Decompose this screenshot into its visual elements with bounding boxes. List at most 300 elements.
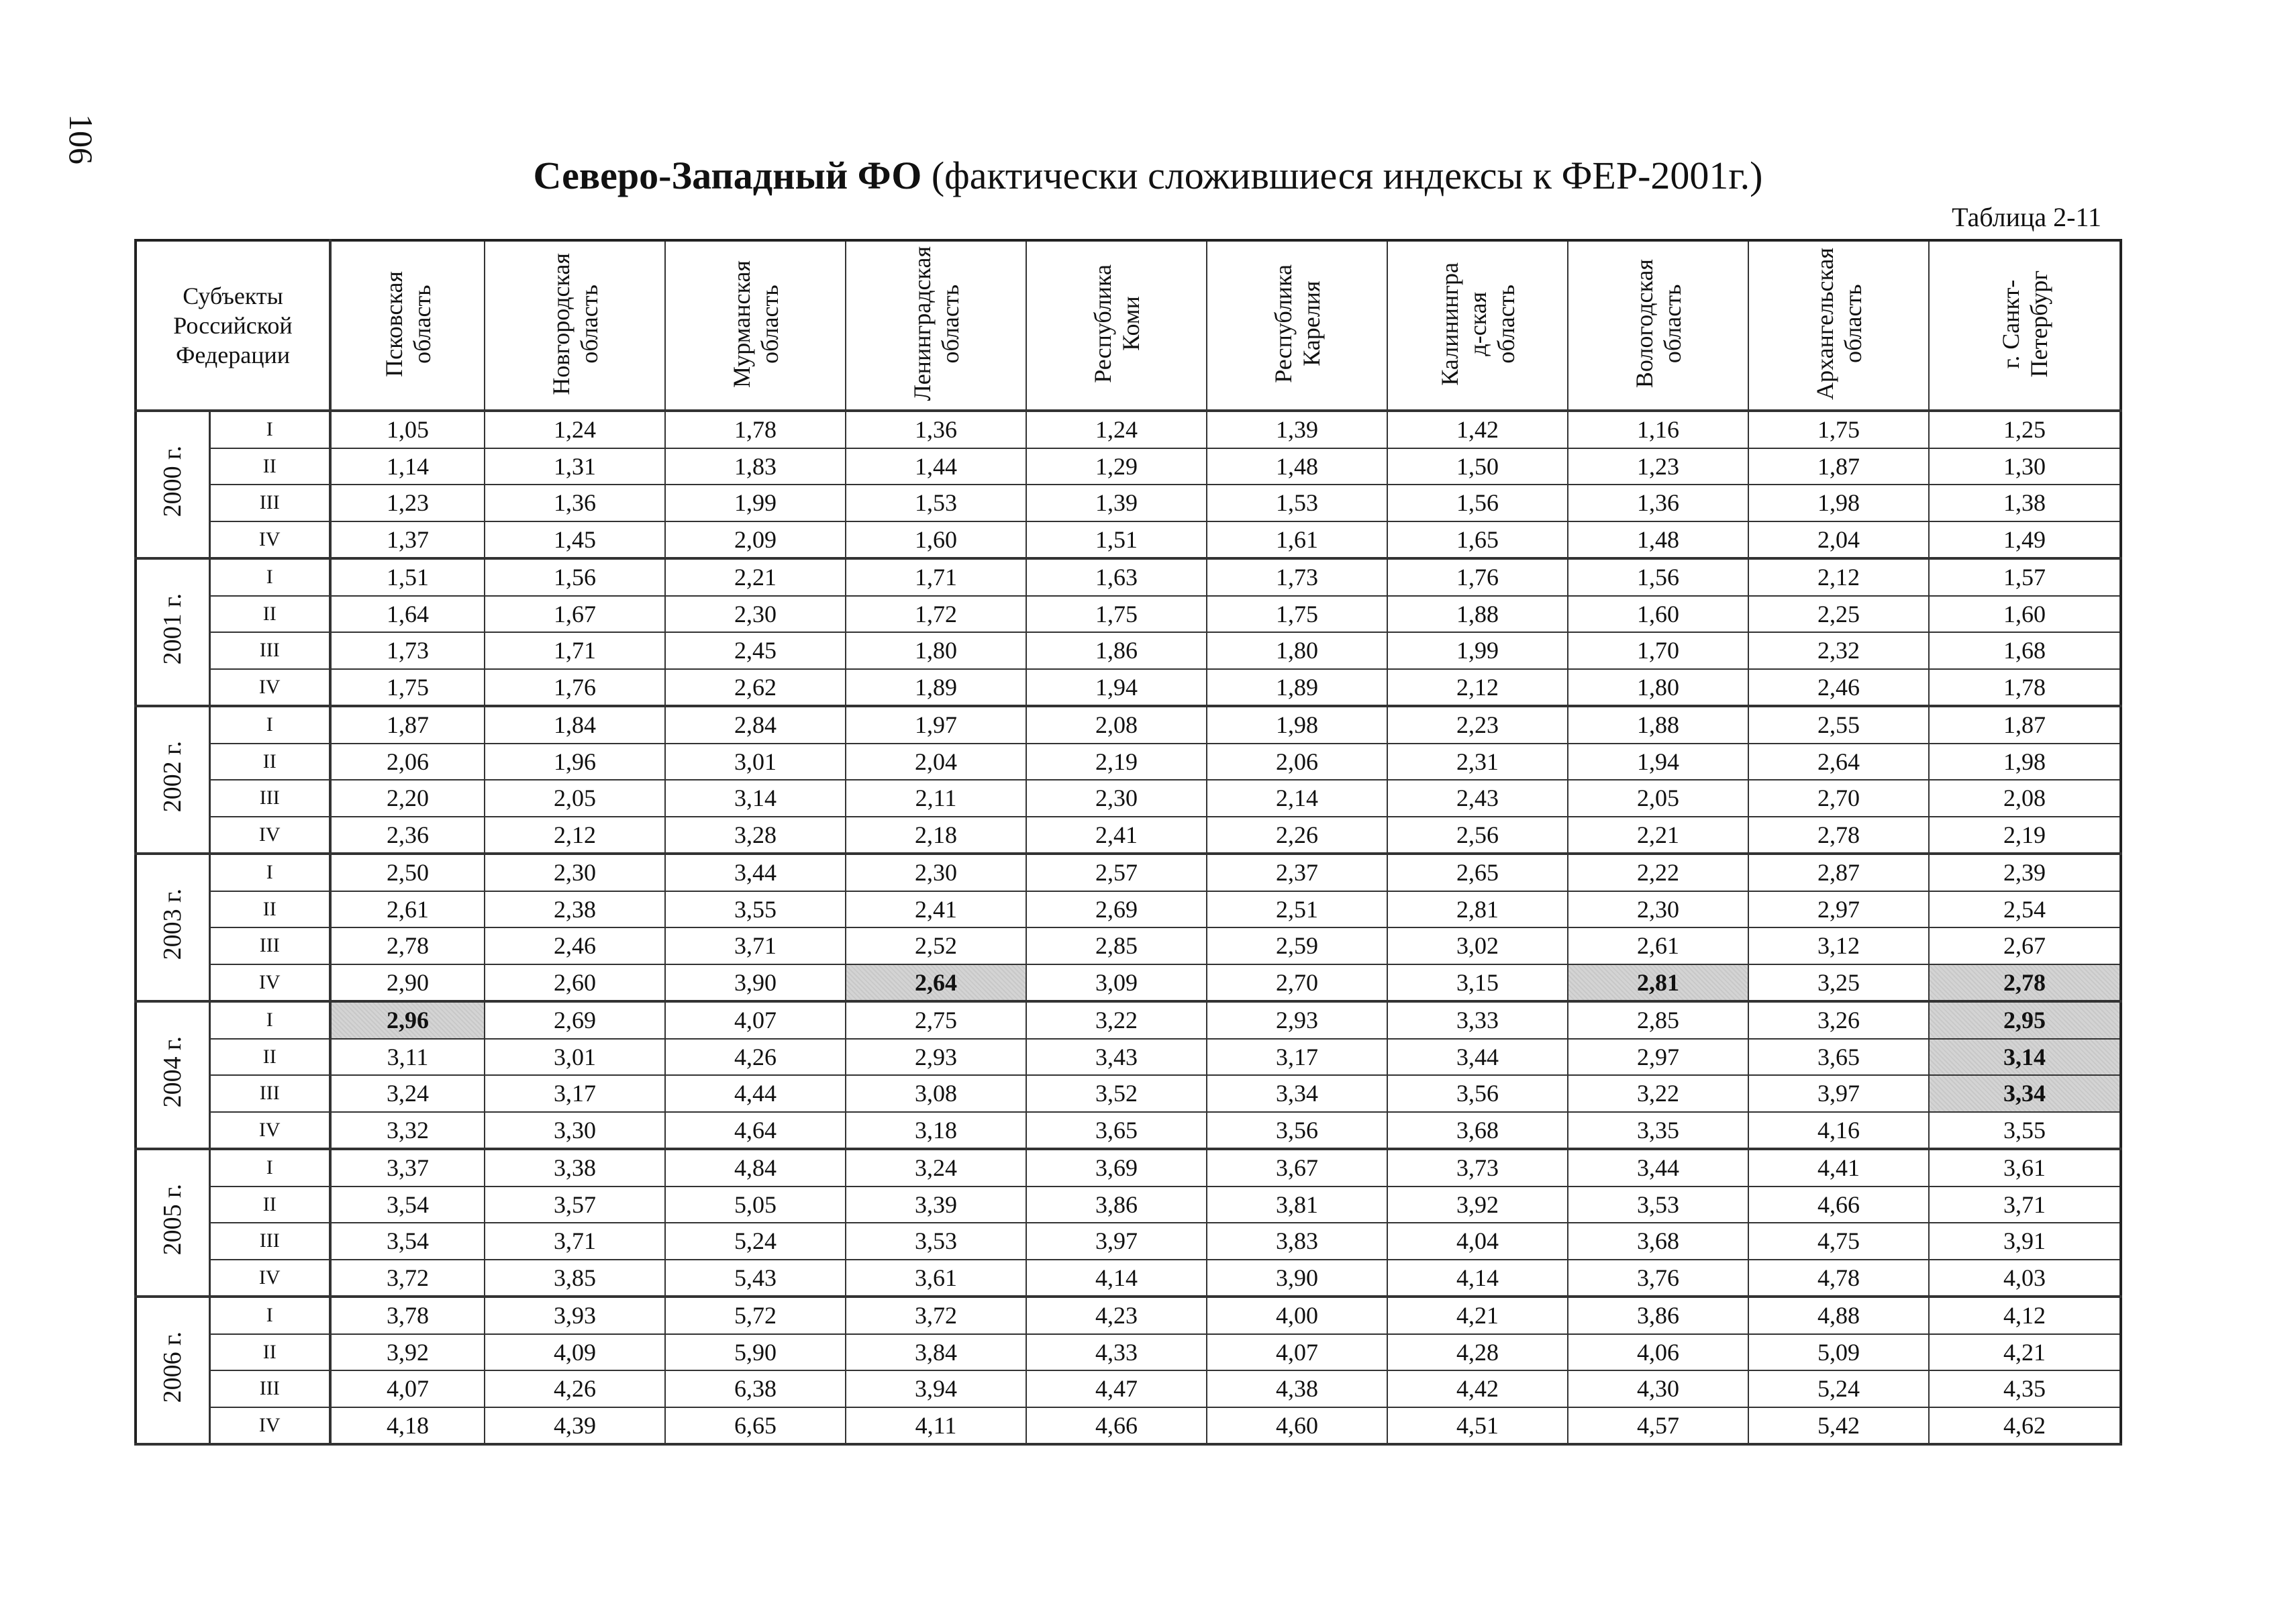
index-value: 2,64 [1748, 744, 1929, 780]
index-value: 2,95 [1929, 1001, 2121, 1039]
index-value: 2,30 [1568, 891, 1748, 928]
index-value: 1,68 [1929, 632, 2121, 669]
index-value: 4,47 [1026, 1370, 1207, 1407]
index-value: 1,25 [1929, 411, 2121, 448]
index-value: 3,76 [1568, 1260, 1748, 1297]
index-value: 3,17 [1207, 1039, 1387, 1076]
index-value: 3,71 [665, 927, 846, 964]
table-row [136, 1001, 2121, 1039]
index-value: 5,09 [1748, 1334, 1929, 1371]
table-label: Таблица 2-11 [1952, 202, 2101, 232]
index-value: 3,15 [1387, 964, 1568, 1002]
index-value: 3,86 [1026, 1187, 1207, 1223]
index-value: 1,53 [1207, 485, 1387, 521]
index-value: 4,41 [1748, 1149, 1929, 1187]
index-value: 4,07 [1207, 1334, 1387, 1371]
quarter-label: III [209, 1370, 330, 1407]
table-row [136, 411, 2121, 448]
index-value: 1,94 [1568, 744, 1748, 780]
index-value: 3,78 [330, 1297, 485, 1334]
index-value: 2,55 [1748, 706, 1929, 744]
index-value: 1,30 [1929, 448, 2121, 485]
region-header-label: Ленинградская область [908, 246, 964, 401]
index-value: 1,78 [1929, 669, 2121, 707]
index-value: 3,02 [1387, 927, 1568, 964]
index-value: 2,81 [1568, 964, 1748, 1002]
table-row [136, 817, 2121, 854]
quarter-label: III [209, 780, 330, 817]
quarter-label: I [209, 854, 330, 891]
index-value: 2,11 [846, 780, 1026, 817]
index-value: 1,51 [1026, 521, 1207, 559]
index-value: 4,06 [1568, 1334, 1748, 1371]
index-value: 1,96 [485, 744, 665, 780]
index-value: 2,61 [330, 891, 485, 928]
index-value: 2,12 [1387, 669, 1568, 707]
index-value: 2,41 [846, 891, 1026, 928]
index-value: 1,78 [665, 411, 846, 448]
table-row [136, 1407, 2121, 1445]
index-value: 2,93 [1207, 1001, 1387, 1039]
index-value: 2,12 [1748, 558, 1929, 596]
quarter-label: II [209, 1334, 330, 1371]
table-row [136, 1297, 2121, 1334]
index-value: 1,88 [1387, 596, 1568, 633]
index-value: 4,35 [1929, 1370, 2121, 1407]
table-row [136, 558, 2121, 596]
index-value: 3,01 [665, 744, 846, 780]
region-header-label: Вологодская область [1630, 259, 1686, 389]
index-value: 4,09 [485, 1334, 665, 1371]
index-value: 2,38 [485, 891, 665, 928]
index-value: 1,05 [330, 411, 485, 448]
quarter-label: III [209, 1223, 330, 1260]
index-value: 3,91 [1929, 1223, 2121, 1260]
index-value: 3,94 [846, 1370, 1026, 1407]
quarter-label: II [209, 448, 330, 485]
quarter-label: IV [209, 1407, 330, 1445]
index-value: 3,56 [1387, 1075, 1568, 1112]
index-value: 2,85 [1568, 1001, 1748, 1039]
quarter-label: II [209, 744, 330, 780]
index-value: 2,04 [1748, 521, 1929, 559]
region-header [665, 240, 846, 411]
quarter-label: IV [209, 817, 330, 854]
quarter-label: III [209, 1075, 330, 1112]
year-label: 2005 г. [158, 1184, 187, 1256]
quarter-label: IV [209, 1260, 330, 1297]
index-value: 2,51 [1207, 891, 1387, 928]
index-value: 2,30 [1026, 780, 1207, 817]
table-row [136, 1334, 2121, 1371]
index-value: 1,72 [846, 596, 1026, 633]
region-header [1387, 240, 1568, 411]
index-value: 1,70 [1568, 632, 1748, 669]
index-value: 2,22 [1568, 854, 1748, 891]
index-value: 3,44 [1568, 1149, 1748, 1187]
index-value: 2,84 [665, 706, 846, 744]
index-value: 2,75 [846, 1001, 1026, 1039]
index-value: 1,24 [485, 411, 665, 448]
index-value: 1,73 [1207, 558, 1387, 596]
quarter-label: III [209, 485, 330, 521]
index-value: 6,65 [665, 1407, 846, 1445]
index-value: 1,31 [485, 448, 665, 485]
index-value: 2,14 [1207, 780, 1387, 817]
index-value: 3,24 [846, 1149, 1026, 1187]
page-title [0, 153, 2296, 198]
index-value: 2,26 [1207, 817, 1387, 854]
index-value: 4,75 [1748, 1223, 1929, 1260]
index-value: 2,31 [1387, 744, 1568, 780]
index-value: 1,89 [846, 669, 1026, 707]
index-value: 4,28 [1387, 1334, 1568, 1371]
index-value: 1,37 [330, 521, 485, 559]
region-header [1929, 240, 2121, 411]
index-value: 2,96 [330, 1001, 485, 1039]
index-value: 1,65 [1387, 521, 1568, 559]
index-value: 3,24 [330, 1075, 485, 1112]
index-value: 3,68 [1568, 1223, 1748, 1260]
index-value: 2,57 [1026, 854, 1207, 891]
index-value: 1,84 [485, 706, 665, 744]
index-value: 3,72 [846, 1297, 1026, 1334]
region-header-label: г. Санкт- Петербург [1997, 270, 2052, 378]
index-value: 1,98 [1207, 706, 1387, 744]
index-value: 4,30 [1568, 1370, 1748, 1407]
title-region: Северо-Западный ФО [533, 154, 922, 197]
index-value: 3,69 [1026, 1149, 1207, 1187]
index-value: 3,56 [1207, 1112, 1387, 1150]
index-value: 4,23 [1026, 1297, 1207, 1334]
year-label: 2006 г. [158, 1331, 187, 1403]
table-row [136, 1260, 2121, 1297]
index-value: 2,09 [665, 521, 846, 559]
index-value: 1,86 [1026, 632, 1207, 669]
index-value: 4,88 [1748, 1297, 1929, 1334]
index-value: 4,39 [485, 1407, 665, 1445]
index-value: 2,69 [485, 1001, 665, 1039]
year-label: 2002 г. [158, 741, 187, 813]
year-label-cell [136, 411, 209, 558]
index-value: 3,14 [665, 780, 846, 817]
index-value: 1,45 [485, 521, 665, 559]
region-header-label: Архангельская область [1811, 248, 1866, 400]
index-value: 3,85 [485, 1260, 665, 1297]
index-value: 1,80 [1207, 632, 1387, 669]
index-value: 1,89 [1207, 669, 1387, 707]
index-value: 2,36 [330, 817, 485, 854]
index-value: 3,67 [1207, 1149, 1387, 1187]
table-row [136, 632, 2121, 669]
year-label-cell [136, 1001, 209, 1149]
index-value: 1,38 [1929, 485, 2121, 521]
index-value: 2,85 [1026, 927, 1207, 964]
index-value: 2,21 [1568, 817, 1748, 854]
index-value: 4,26 [665, 1039, 846, 1076]
index-value: 5,24 [1748, 1370, 1929, 1407]
index-value: 4,21 [1387, 1297, 1568, 1334]
index-value: 2,97 [1568, 1039, 1748, 1076]
index-value: 1,49 [1929, 521, 2121, 559]
index-value: 3,90 [1207, 1260, 1387, 1297]
index-value: 1,23 [1568, 448, 1748, 485]
index-value: 2,54 [1929, 891, 2121, 928]
table-row [136, 891, 2121, 928]
index-value: 2,65 [1387, 854, 1568, 891]
index-value: 3,97 [1026, 1223, 1207, 1260]
index-value: 1,80 [846, 632, 1026, 669]
index-value: 4,78 [1748, 1260, 1929, 1297]
table-row [136, 1223, 2121, 1260]
index-value: 3,83 [1207, 1223, 1387, 1260]
quarter-label: II [209, 1187, 330, 1223]
index-value: 4,62 [1929, 1407, 2121, 1445]
index-value: 1,60 [1568, 596, 1748, 633]
index-value: 2,21 [665, 558, 846, 596]
index-value: 1,56 [1568, 558, 1748, 596]
index-value: 3,55 [1929, 1112, 2121, 1150]
index-value: 2,41 [1026, 817, 1207, 854]
index-value: 2,05 [1568, 780, 1748, 817]
index-value: 3,17 [485, 1075, 665, 1112]
index-value: 4,42 [1387, 1370, 1568, 1407]
index-value: 1,29 [1026, 448, 1207, 485]
index-value: 2,45 [665, 632, 846, 669]
index-value: 3,53 [1568, 1187, 1748, 1223]
index-value: 2,08 [1026, 706, 1207, 744]
table-row [136, 964, 2121, 1002]
index-value: 4,64 [665, 1112, 846, 1150]
year-label-cell [136, 706, 209, 854]
index-value: 4,38 [1207, 1370, 1387, 1407]
table-row [136, 780, 2121, 817]
table-row [136, 669, 2121, 707]
index-value: 4,14 [1387, 1260, 1568, 1297]
index-value: 3,34 [1207, 1075, 1387, 1112]
table-row [136, 1370, 2121, 1407]
index-value: 2,67 [1929, 927, 2121, 964]
index-value: 3,93 [485, 1297, 665, 1334]
index-value: 2,78 [1929, 964, 2121, 1002]
index-value: 2,39 [1929, 854, 2121, 891]
index-value: 3,34 [1929, 1075, 2121, 1112]
index-value: 1,60 [846, 521, 1026, 559]
region-header-label: Республика Карелия [1269, 264, 1325, 383]
index-value: 3,25 [1748, 964, 1929, 1002]
index-value: 3,39 [846, 1187, 1026, 1223]
index-value: 4,07 [665, 1001, 846, 1039]
year-label-cell [136, 854, 209, 1001]
index-value: 2,97 [1748, 891, 1929, 928]
table-row [136, 744, 2121, 780]
index-value: 2,87 [1748, 854, 1929, 891]
index-value: 1,87 [330, 706, 485, 744]
quarter-label: I [209, 1001, 330, 1039]
table-row [136, 1075, 2121, 1112]
index-value: 4,18 [330, 1407, 485, 1445]
index-value: 3,84 [846, 1334, 1026, 1371]
table-row [136, 1112, 2121, 1150]
index-value: 4,57 [1568, 1407, 1748, 1445]
index-value: 3,97 [1748, 1075, 1929, 1112]
index-value: 1,44 [846, 448, 1026, 485]
index-value: 3,44 [1387, 1039, 1568, 1076]
quarter-label: IV [209, 669, 330, 707]
index-value: 2,90 [330, 964, 485, 1002]
index-value: 2,56 [1387, 817, 1568, 854]
index-value: 1,98 [1748, 485, 1929, 521]
index-value: 2,52 [846, 927, 1026, 964]
index-value: 1,98 [1929, 744, 2121, 780]
index-value: 2,18 [846, 817, 1026, 854]
year-label: 2000 г. [158, 446, 187, 517]
index-value: 4,12 [1929, 1297, 2121, 1334]
region-header-label: Калинингра д-ская область [1436, 262, 1519, 386]
index-value: 1,63 [1026, 558, 1207, 596]
index-value: 1,57 [1929, 558, 2121, 596]
index-value: 3,92 [330, 1334, 485, 1371]
index-value: 2,64 [846, 964, 1026, 1002]
index-value: 3,44 [665, 854, 846, 891]
index-value: 3,65 [1748, 1039, 1929, 1076]
index-value: 1,75 [1207, 596, 1387, 633]
index-value: 5,72 [665, 1297, 846, 1334]
index-value: 4,04 [1387, 1223, 1568, 1260]
index-value: 2,19 [1929, 817, 2121, 854]
index-value: 2,19 [1026, 744, 1207, 780]
index-value: 2,61 [1568, 927, 1748, 964]
index-value: 4,44 [665, 1075, 846, 1112]
table-body [136, 411, 2121, 1444]
region-header-label: Мурманская область [728, 260, 783, 388]
index-value: 2,93 [846, 1039, 1026, 1076]
index-value: 3,92 [1387, 1187, 1568, 1223]
index-value: 1,71 [846, 558, 1026, 596]
index-value: 3,52 [1026, 1075, 1207, 1112]
index-value: 2,78 [330, 927, 485, 964]
index-value: 3,61 [1929, 1149, 2121, 1187]
index-value: 1,51 [330, 558, 485, 596]
index-value: 6,38 [665, 1370, 846, 1407]
index-value: 4,66 [1026, 1407, 1207, 1445]
index-value: 1,36 [485, 485, 665, 521]
index-value: 3,71 [485, 1223, 665, 1260]
index-value: 3,54 [330, 1187, 485, 1223]
index-value: 1,24 [1026, 411, 1207, 448]
index-value: 1,53 [846, 485, 1026, 521]
index-value: 2,32 [1748, 632, 1929, 669]
index-value: 1,56 [1387, 485, 1568, 521]
index-value: 1,36 [1568, 485, 1748, 521]
region-header [1207, 240, 1387, 411]
index-value: 1,71 [485, 632, 665, 669]
index-value: 1,42 [1387, 411, 1568, 448]
index-value: 1,56 [485, 558, 665, 596]
index-value: 2,59 [1207, 927, 1387, 964]
index-value: 1,61 [1207, 521, 1387, 559]
index-value: 2,30 [485, 854, 665, 891]
table-row [136, 485, 2121, 521]
index-value: 1,48 [1568, 521, 1748, 559]
year-label: 2001 г. [158, 593, 187, 665]
index-value: 3,30 [485, 1112, 665, 1150]
index-value: 4,07 [330, 1370, 485, 1407]
index-value: 3,61 [846, 1260, 1026, 1297]
index-value: 3,11 [330, 1039, 485, 1076]
page-number: 106 [62, 114, 100, 164]
index-value: 1,87 [1929, 706, 2121, 744]
quarter-label: I [209, 558, 330, 596]
index-value: 2,50 [330, 854, 485, 891]
index-value: 1,60 [1929, 596, 2121, 633]
index-value: 2,23 [1387, 706, 1568, 744]
region-header [846, 240, 1026, 411]
index-value: 3,32 [330, 1112, 485, 1150]
index-value: 3,26 [1748, 1001, 1929, 1039]
index-value: 3,73 [1387, 1149, 1568, 1187]
index-value: 3,37 [330, 1149, 485, 1187]
index-value: 1,50 [1387, 448, 1568, 485]
index-value: 1,36 [846, 411, 1026, 448]
year-label-cell [136, 558, 209, 706]
index-value: 1,99 [665, 485, 846, 521]
index-value: 4,33 [1026, 1334, 1207, 1371]
index-value: 2,81 [1387, 891, 1568, 928]
quarter-label: I [209, 411, 330, 448]
quarter-label: IV [209, 964, 330, 1002]
index-value: 3,18 [846, 1112, 1026, 1150]
index-value: 5,90 [665, 1334, 846, 1371]
index-value: 5,43 [665, 1260, 846, 1297]
index-value: 3,68 [1387, 1112, 1568, 1150]
region-header-label: Псковская область [380, 270, 436, 377]
index-value: 3,14 [1929, 1039, 2121, 1076]
index-value: 2,06 [330, 744, 485, 780]
index-value: 3,90 [665, 964, 846, 1002]
index-value: 3,35 [1568, 1112, 1748, 1150]
index-value: 3,54 [330, 1223, 485, 1260]
index-value: 4,11 [846, 1407, 1026, 1445]
region-header-label: Новгородская область [547, 252, 603, 395]
table-row [136, 596, 2121, 633]
index-value: 1,99 [1387, 632, 1568, 669]
index-value: 3,38 [485, 1149, 665, 1187]
index-value: 2,69 [1026, 891, 1207, 928]
index-value: 2,12 [485, 817, 665, 854]
index-value: 1,94 [1026, 669, 1207, 707]
index-value: 2,46 [1748, 669, 1929, 707]
table-row [136, 1149, 2121, 1187]
index-value: 4,51 [1387, 1407, 1568, 1445]
index-value: 4,21 [1929, 1334, 2121, 1371]
index-value: 4,00 [1207, 1297, 1387, 1334]
table-row [136, 448, 2121, 485]
index-value: 1,97 [846, 706, 1026, 744]
index-value: 2,46 [485, 927, 665, 964]
quarter-label: II [209, 1039, 330, 1076]
index-value: 2,78 [1748, 817, 1929, 854]
quarter-label: IV [209, 521, 330, 559]
header-row [136, 240, 2121, 411]
index-value: 2,04 [846, 744, 1026, 780]
region-header-label: Республика Коми [1089, 264, 1144, 383]
quarter-label: III [209, 632, 330, 669]
index-value: 2,37 [1207, 854, 1387, 891]
quarter-label: III [209, 927, 330, 964]
index-value: 1,75 [1026, 596, 1207, 633]
index-value: 3,09 [1026, 964, 1207, 1002]
